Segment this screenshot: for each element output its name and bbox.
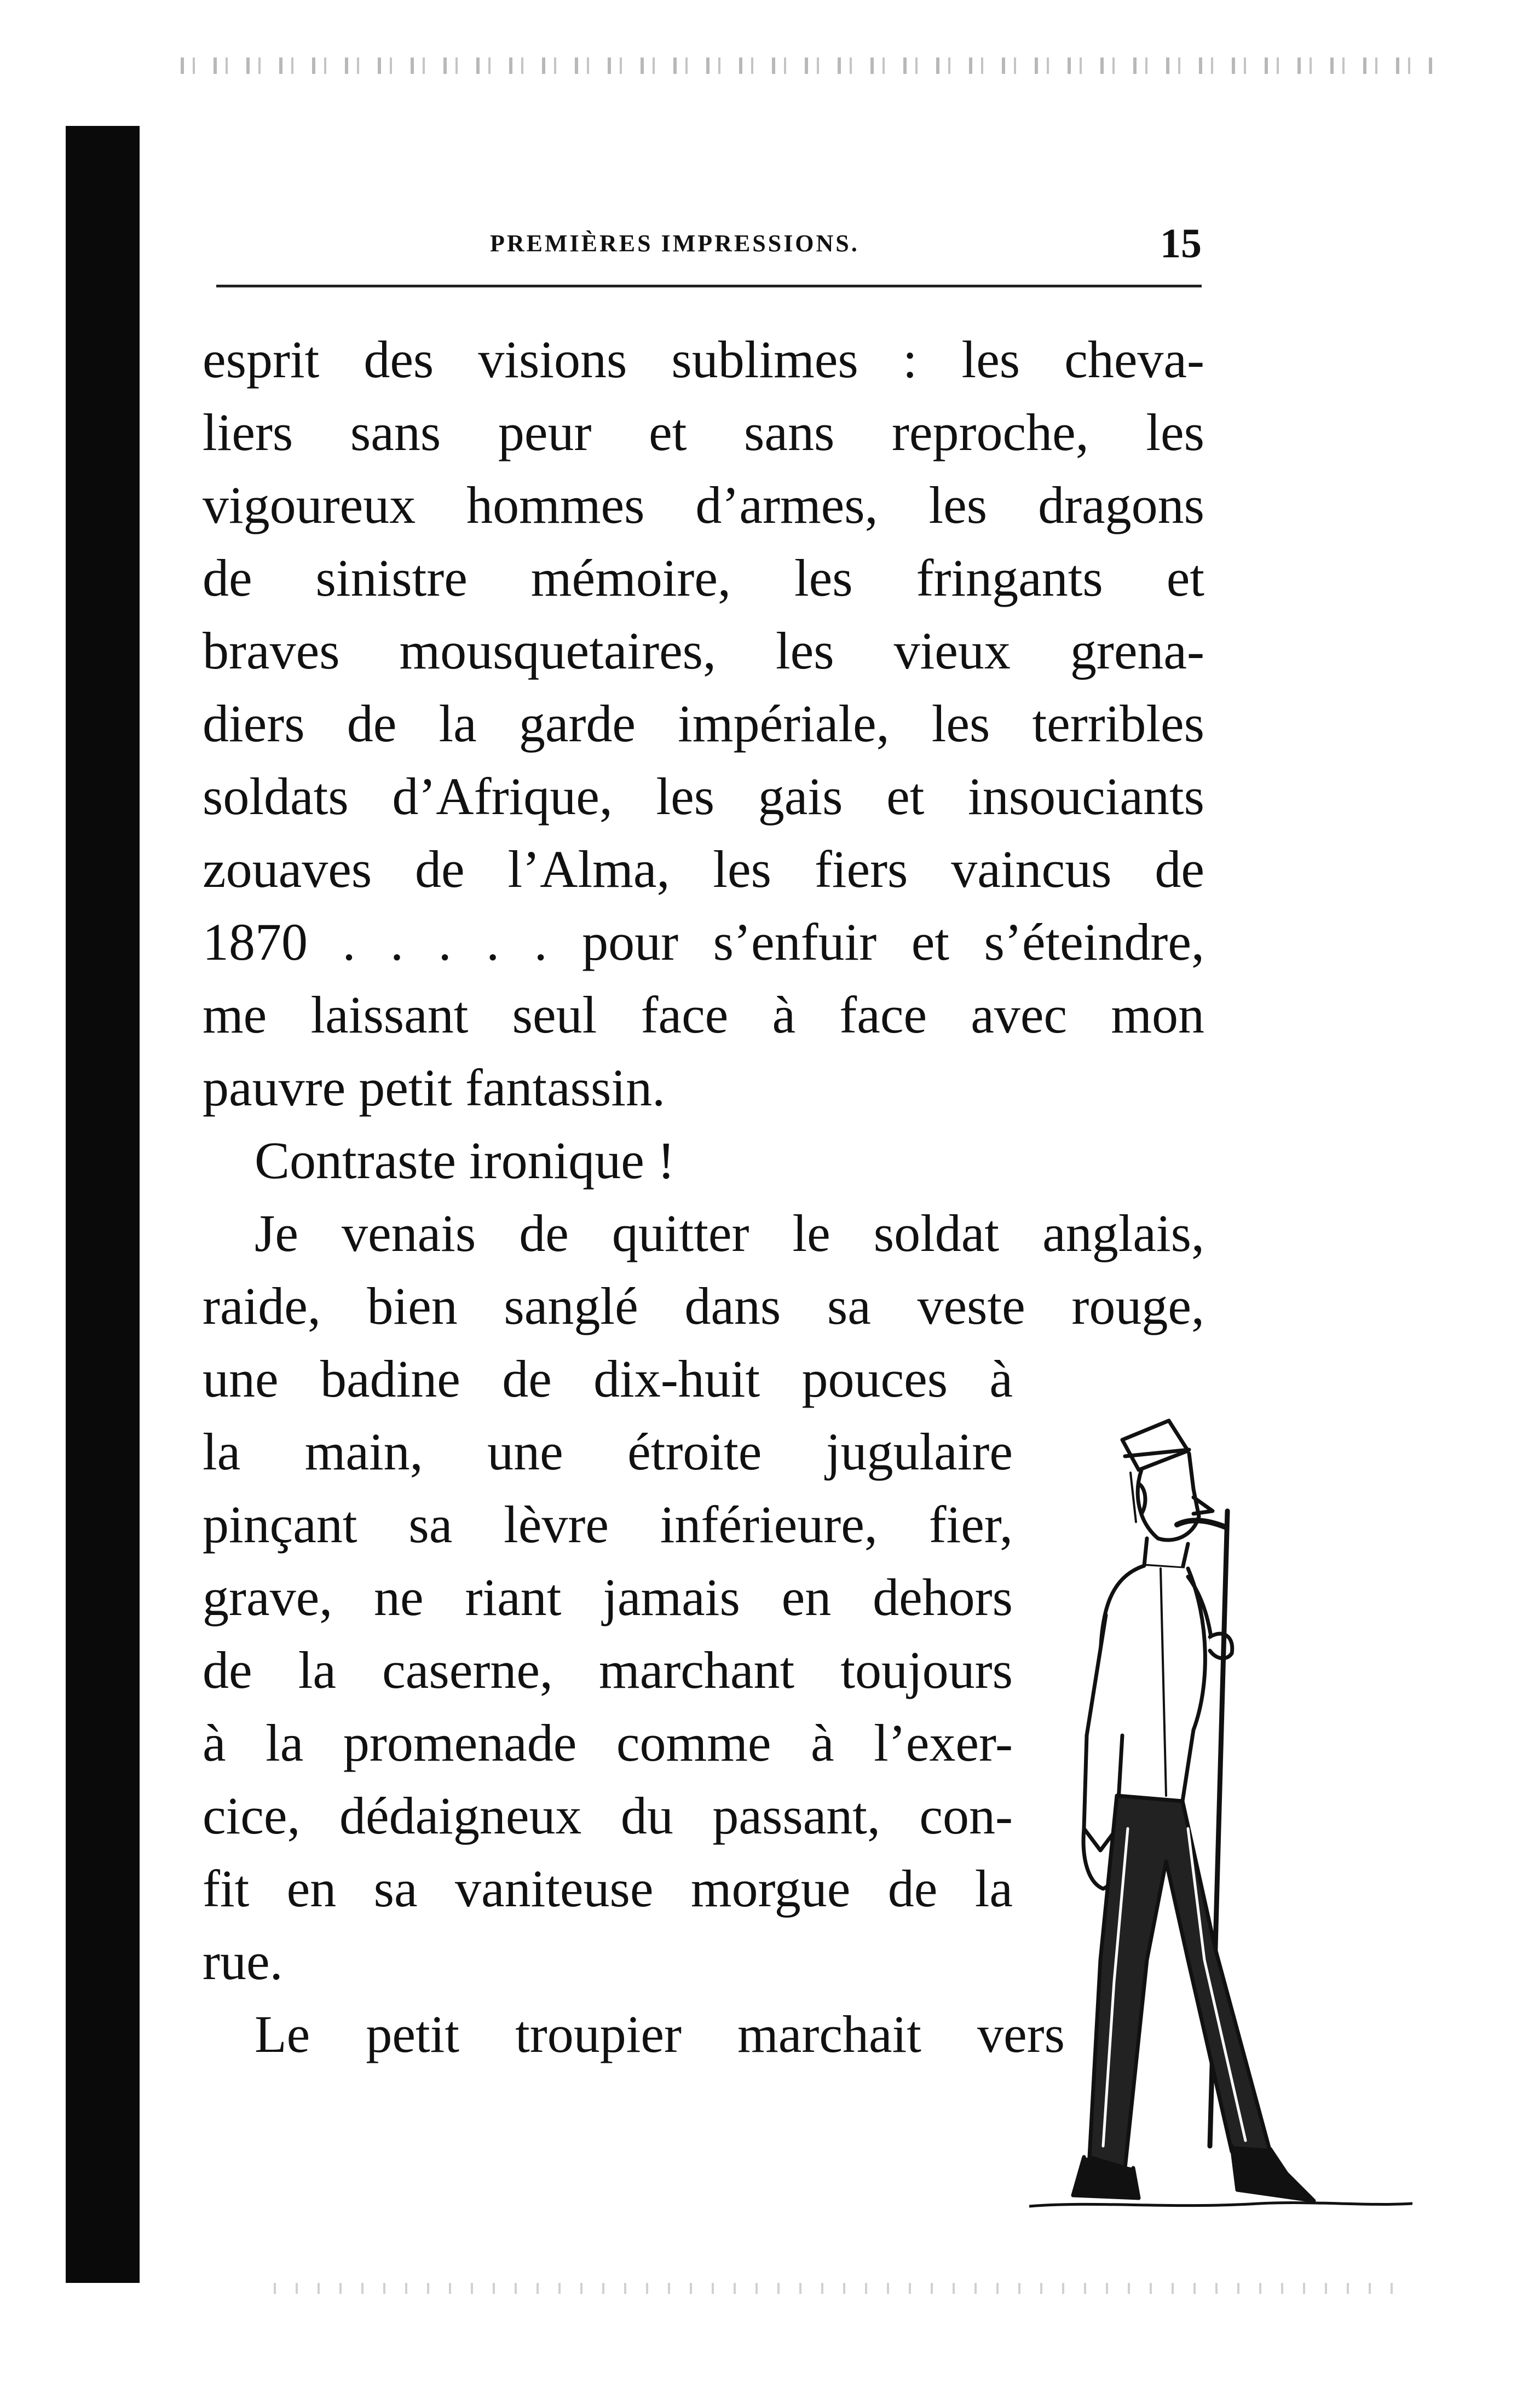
text-line: Le petit troupier marchait vers [255,2005,1065,2063]
text-line: raide, bien sanglé dans sa veste rouge, [203,1277,1204,1335]
text-line: Contraste ironique ! [255,1131,675,1190]
text-line: me laissant seul face à face avec mon [203,985,1204,1044]
soldier-illustration-icon [1029,1380,1412,2277]
scan-noise-top [181,57,1440,74]
scan-noise-bottom [274,2283,1396,2294]
header-rule [216,285,1202,287]
text-line: de sinistre mémoire, les fringants et [203,549,1204,607]
binding-edge [66,126,140,2283]
text-line: esprit des visions sublimes : les cheva- [203,330,1204,389]
text-line: à la promenade comme à l’exer- [203,1714,1013,1772]
text-line: cice, dédaigneux du passant, con- [203,1786,1013,1845]
text-line: soldats d’Afrique, les gais et insouciants [203,767,1204,826]
text-line: pinçant sa lèvre inférieure, fier, [203,1495,1013,1554]
text-line: de la caserne, marchant toujours [203,1641,1013,1699]
text-line: rue. [203,1932,283,1991]
text-line: pauvre petit fantassin. [203,1058,666,1117]
text-line: fit en sa vaniteuse morgue de la [203,1859,1013,1918]
text-line: diers de la garde impériale, les terribles [203,694,1204,753]
text-line: la main, une étroite jugulaire [203,1422,1013,1481]
text-line: grave, ne riant jamais en dehors [203,1568,1013,1627]
text-line: braves mousquetaires, les vieux grena- [203,621,1204,680]
text-line: vigoureux hommes d’armes, les dragons [203,476,1204,534]
text-line: liers sans peur et sans reproche, les [203,403,1204,462]
running-title: PREMIÈRES IMPRESSIONS. [490,230,860,257]
text-line: zouaves de l’Alma, les fiers vaincus de [203,840,1204,898]
text-line: une badine de dix-huit pouces à [203,1349,1013,1408]
text-line: Je venais de quitter le soldat anglais, [255,1204,1204,1262]
page-header [216,219,1202,279]
page-number: 15 [1160,221,1202,267]
text-line: 1870 . . . . . pour s’enfuir et s’éteindre, [203,913,1204,971]
